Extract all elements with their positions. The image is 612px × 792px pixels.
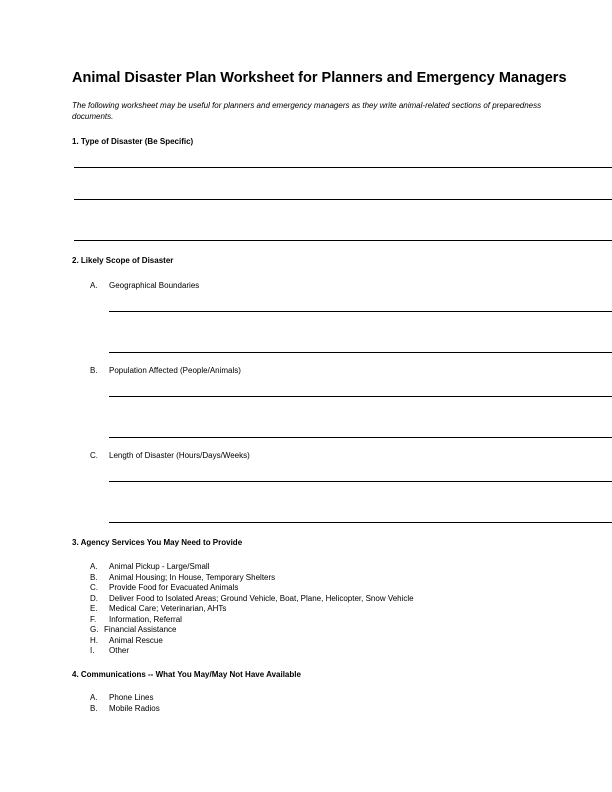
answer-line[interactable] bbox=[109, 481, 612, 482]
answer-line[interactable] bbox=[109, 396, 612, 397]
subsection-letter: A. bbox=[90, 281, 98, 290]
subsection-label: Geographical Boundaries bbox=[109, 281, 200, 290]
subsection-label: Length of Disaster (Hours/Days/Weeks) bbox=[109, 451, 250, 460]
list-item-text: Medical Care; Veterinarian, AHTs bbox=[109, 604, 227, 613]
list-item bbox=[90, 636, 414, 647]
list-item bbox=[90, 693, 160, 704]
answer-line[interactable] bbox=[109, 437, 612, 438]
list-item-letter: C. bbox=[90, 583, 98, 592]
subsection-letter: B. bbox=[90, 366, 98, 375]
subsection-label: Population Affected (People/Animals) bbox=[109, 366, 241, 375]
list-item bbox=[90, 615, 414, 626]
section-1-heading: 1. Type of Disaster (Be Specific) bbox=[72, 137, 194, 146]
list-item-text: Animal Rescue bbox=[109, 635, 163, 645]
subsection-letter: C. bbox=[90, 451, 98, 460]
list-item-text: Provide Food for Evacuated Animals bbox=[109, 583, 239, 592]
services-list bbox=[90, 562, 414, 657]
answer-line[interactable] bbox=[74, 199, 612, 200]
list-item-text: Other bbox=[109, 646, 130, 655]
list-item bbox=[90, 594, 414, 605]
list-item bbox=[90, 583, 414, 594]
list-item-letter: D. bbox=[90, 593, 98, 603]
answer-line[interactable] bbox=[109, 522, 612, 523]
list-item-text: Deliver Food to Isolated Areas; Ground Vehicle, Boat, Plane, Helicopter, Snow Vehicle bbox=[109, 593, 414, 603]
list-item bbox=[90, 625, 414, 636]
list-item bbox=[90, 604, 414, 615]
section-3-heading: 3. Agency Services You May Need to Provide bbox=[72, 538, 243, 547]
section-2-heading: 2. Likely Scope of Disaster bbox=[72, 256, 174, 265]
list-item-letter: G. bbox=[90, 625, 99, 634]
subsection-b bbox=[90, 366, 241, 375]
list-item bbox=[90, 704, 160, 715]
list-item-text: Phone Lines bbox=[109, 693, 154, 702]
list-item-text: Animal Pickup - Large/Small bbox=[109, 562, 210, 571]
list-item-text: Mobile Radios bbox=[109, 703, 160, 713]
list-item-letter: A. bbox=[90, 693, 98, 702]
intro-paragraph: The following worksheet may be useful for planners and emergency managers as they write animal-related sections of preparedness documents. bbox=[72, 101, 542, 121]
subsection-c bbox=[90, 451, 250, 460]
communications-list bbox=[90, 693, 160, 714]
list-item-letter: E. bbox=[90, 604, 98, 613]
list-item-letter: A. bbox=[90, 562, 98, 571]
subsection-a bbox=[90, 281, 199, 290]
answer-line[interactable] bbox=[74, 240, 612, 241]
list-item-letter: H. bbox=[90, 635, 98, 645]
list-item-text: Financial Assistance bbox=[104, 625, 177, 634]
list-item-text: Information, Referral bbox=[109, 614, 182, 624]
list-item-letter: B. bbox=[90, 572, 98, 582]
list-item-text: Animal Housing; In House, Temporary Shelters bbox=[109, 572, 276, 582]
answer-line[interactable] bbox=[74, 167, 612, 168]
page-title: Animal Disaster Plan Worksheet for Planners and Emergency Managers bbox=[72, 70, 567, 86]
list-item bbox=[90, 573, 414, 584]
answer-line[interactable] bbox=[109, 352, 612, 353]
section-4-heading: 4. Communications -- What You May/May Not Have Available bbox=[72, 670, 301, 679]
list-item bbox=[90, 646, 414, 657]
list-item-letter: B. bbox=[90, 703, 98, 713]
list-item-letter: I. bbox=[90, 646, 95, 655]
list-item-letter: F. bbox=[90, 614, 97, 624]
answer-line[interactable] bbox=[109, 311, 612, 312]
list-item bbox=[90, 562, 414, 573]
